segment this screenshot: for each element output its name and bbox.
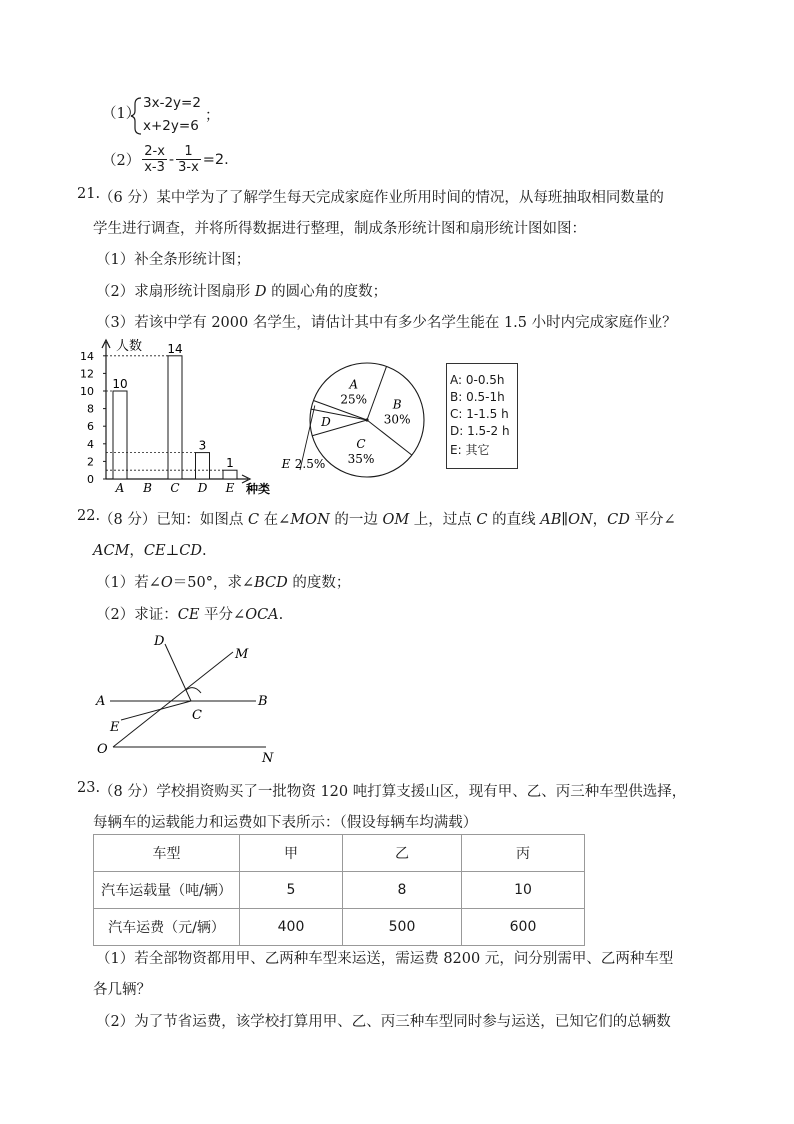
y-tick-label: 12 <box>80 367 94 381</box>
y-tick-label: 2 <box>87 455 94 469</box>
slice-label-d: D <box>321 414 331 429</box>
q20-part2-number: （2） <box>102 153 141 169</box>
fraction-2: $\frac{1}{3-x}$ <box>178 144 199 175</box>
q22-line2: ACM，CE⊥CD. <box>93 543 207 559</box>
label-a: A <box>96 694 106 709</box>
table-header-cell: 甲 <box>240 835 343 872</box>
q20-part1-end: ； <box>205 108 220 124</box>
y-tick-label: 6 <box>87 420 94 434</box>
geometry-figure <box>88 628 288 768</box>
legend-item-a: A: 0-0.5h <box>450 373 505 387</box>
y-tick-label: 10 <box>80 385 94 398</box>
ray-cd <box>165 644 191 701</box>
bar-a <box>113 391 127 479</box>
table-cell: 400 <box>240 909 343 946</box>
q22-line1: （8 分）已知：如图点 C 在∠MON 的一边 OM 上，过点 C 的直线 AB∥ON，CD 平分∠ <box>99 512 676 528</box>
legend-item-b: B: 0.5-1h <box>450 390 505 404</box>
q23-number: 23. <box>77 780 101 796</box>
y-tick-label: 0 <box>87 473 94 486</box>
x-tick-label: E <box>225 481 235 495</box>
q20-part1-number: （1） <box>102 106 141 122</box>
brace-icon <box>130 96 144 136</box>
bar-chart <box>80 336 288 496</box>
q21-sub3: （3）若该中学有 2000 名学生，请估计其中有多少名学生能在 1.5 小时内完成家庭作业？ <box>96 315 677 331</box>
table-cell: 8 <box>343 872 462 909</box>
label-c: C <box>192 708 202 723</box>
label-n: N <box>262 751 274 766</box>
table-header-row <box>94 835 585 872</box>
bar-e <box>223 470 237 479</box>
bar-value-label: 14 <box>167 341 183 356</box>
pie-center-dot <box>365 418 368 421</box>
x-tick-label: A <box>115 481 125 495</box>
label-e: E <box>110 720 120 735</box>
label-d: D <box>154 634 165 649</box>
table-cell: 500 <box>343 909 462 946</box>
legend-item-c: C: 1-1.5 h <box>450 407 509 421</box>
bar-d <box>196 453 210 479</box>
ray-ce <box>121 701 191 720</box>
q22-sub1: （1）若∠O＝50°，求∠BCD 的度数； <box>96 575 351 591</box>
table-cell: 汽车运费（元/辆） <box>94 909 240 946</box>
y-tick-label: 4 <box>87 437 94 451</box>
vehicle-table <box>93 834 585 946</box>
q22-number: 22. <box>77 508 101 524</box>
bar-value-label: 3 <box>198 438 207 453</box>
q23-sub2-line1: （2）为了节省运费，该学校打算用甲、乙、丙三种车型同时参与运送，已知它们的总辆数 <box>96 1014 671 1030</box>
pie-legend <box>446 363 518 469</box>
y-tick-label: 14 <box>80 349 94 363</box>
x-tick-label: B <box>143 481 152 495</box>
q21-intro-line1: （6 分）某中学为了了解学生每天完成家庭作业所用时间的情况，从每班抽取相同数量的 <box>99 190 664 206</box>
bar-c <box>168 356 182 479</box>
ray-om <box>113 652 233 747</box>
slice-label-a: A <box>349 377 359 392</box>
slice-value-c: 35% <box>347 451 375 466</box>
q20-part2: （2） $\frac{2-x}{x-3}$ - $\frac{1}{3-x}$ =2. <box>102 144 229 175</box>
q22-sub2: （2）求证：CE 平分∠OCA. <box>96 607 284 623</box>
q23-sub1-line2: 各几辆？ <box>93 982 151 998</box>
slice-label-e: E <box>281 457 291 471</box>
q21-number: 21. <box>77 186 101 202</box>
x-tick-label: D <box>197 481 208 495</box>
q21-sub1: （1）补全条形统计图； <box>96 252 251 268</box>
label-m: M <box>235 647 249 662</box>
q20-eq1: 3x-2y=2 <box>143 95 201 111</box>
bar-value-label: 10 <box>112 377 128 391</box>
q21-intro-line2: 学生进行调查，并将所得数据进行整理，制成条形统计图和扇形统计图如图： <box>93 221 586 237</box>
q23-intro-line2: 每辆车的运载能力和运费如下表所示：（假设每辆车均满载） <box>93 815 478 831</box>
table-header-cell: 乙 <box>343 835 462 872</box>
q21-sub2: （2）求扇形统计图扇形 D 的圆心角的度数； <box>96 284 388 300</box>
q23-sub1-line1: （1）若全部物资都用甲、乙两种车型来运送，需运费 8200 元，问分别需甲、乙两种车型 <box>96 951 674 967</box>
label-o: O <box>97 742 108 757</box>
angle-arc-icon <box>186 688 201 693</box>
y-tick-label: 8 <box>87 402 94 416</box>
legend-item-e: E: 其它 <box>450 443 490 457</box>
fraction-1: $\frac{2-x}{x-3}$ <box>144 144 165 175</box>
q23-intro-line1: （8 分）学校捐资购买了一批物资 120 吨打算支援山区，现有甲、乙、丙三种车型供选择， <box>99 784 687 800</box>
slice-label-c: C <box>356 436 366 451</box>
table-cell: 600 <box>462 909 585 946</box>
table-row <box>94 909 585 946</box>
x-tick-label: C <box>170 481 180 495</box>
q20-eq2: x+2y=6 <box>143 118 199 134</box>
legend-item-d: D: 1.5-2 h <box>450 424 510 438</box>
slice-value-a: 25% <box>340 392 368 407</box>
pie-chart <box>270 350 445 500</box>
slice-label-b: B <box>392 397 402 412</box>
table-cell: 汽车运载量（吨/辆） <box>94 872 240 909</box>
bar-value-label: 1 <box>226 456 234 471</box>
table-header-cell: 车型 <box>94 835 240 872</box>
label-b: B <box>258 694 268 709</box>
slice-value-b: 30% <box>383 412 411 427</box>
x-axis-label: 种类 <box>246 482 271 496</box>
table-cell: 10 <box>462 872 585 909</box>
y-axis-label: 人数 <box>116 339 143 354</box>
table-row <box>94 872 585 909</box>
table-header-cell: 丙 <box>462 835 585 872</box>
table-cell: 5 <box>240 872 343 909</box>
slice-value-e: 2.5% <box>294 457 326 471</box>
